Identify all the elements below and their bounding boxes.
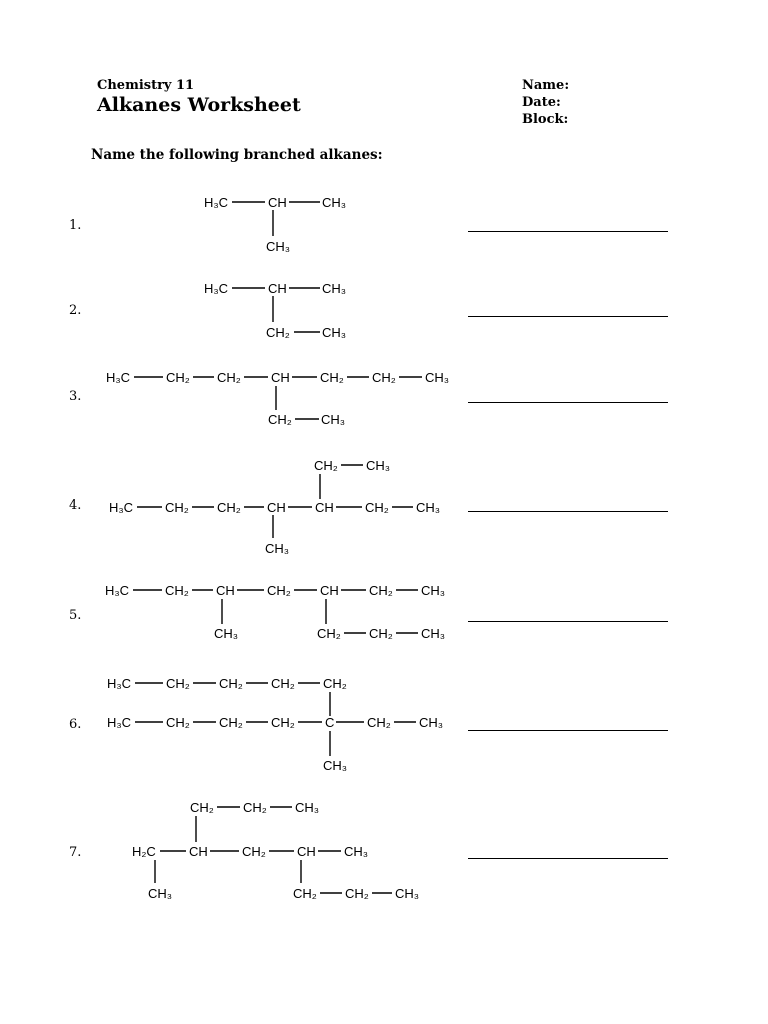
group: CH₃ bbox=[323, 758, 348, 773]
group: CH bbox=[189, 844, 208, 859]
question-number-1: 1. bbox=[69, 218, 82, 233]
group: CH bbox=[271, 370, 290, 385]
group: C bbox=[325, 715, 335, 730]
group: CH₃ bbox=[295, 800, 320, 815]
structure-6 bbox=[107, 676, 443, 773]
group: CH₃ bbox=[395, 886, 420, 901]
question-number-7: 7. bbox=[69, 845, 82, 860]
group: H₃C bbox=[107, 715, 132, 730]
structure-5 bbox=[105, 583, 445, 641]
group: CH₃ bbox=[322, 281, 347, 296]
group: H₃C bbox=[106, 370, 131, 385]
group: CH₂ bbox=[323, 676, 347, 691]
group: CH bbox=[320, 583, 339, 598]
group: CH₃ bbox=[322, 195, 347, 210]
group: CH₂ bbox=[243, 800, 267, 815]
group: H₂C bbox=[132, 844, 156, 859]
group: CH₃ bbox=[366, 458, 391, 473]
group: CH₂ bbox=[219, 676, 243, 691]
group: CH₂ bbox=[271, 676, 295, 691]
instructions: Name the following branched alkanes: bbox=[91, 147, 383, 163]
group: CH₃ bbox=[421, 583, 446, 598]
group: CH₂ bbox=[314, 458, 338, 473]
group: CH₂ bbox=[266, 325, 290, 340]
question-number-5: 5. bbox=[69, 608, 82, 623]
group: CH₃ bbox=[266, 239, 291, 254]
block-label: Block: bbox=[522, 112, 569, 127]
group: CH₃ bbox=[416, 500, 441, 515]
date-label: Date: bbox=[522, 95, 561, 110]
group: H₃C bbox=[204, 281, 229, 296]
group: CH₂ bbox=[165, 500, 189, 515]
group: CH₃ bbox=[148, 886, 173, 901]
group: H₃C bbox=[105, 583, 130, 598]
group: CH₂ bbox=[267, 583, 291, 598]
group: CH₂ bbox=[372, 370, 396, 385]
group: CH₂ bbox=[190, 800, 214, 815]
group: CH₂ bbox=[293, 886, 317, 901]
group: CH₃ bbox=[321, 412, 346, 427]
group: CH₂ bbox=[166, 370, 190, 385]
group: CH bbox=[297, 844, 316, 859]
worksheet-title: Alkanes Worksheet bbox=[97, 94, 301, 116]
structure-2 bbox=[204, 281, 346, 340]
group: CH₃ bbox=[322, 325, 347, 340]
group: CH₂ bbox=[365, 500, 389, 515]
group: CH₃ bbox=[344, 844, 369, 859]
group: CH bbox=[268, 195, 287, 210]
group: CH₃ bbox=[265, 541, 290, 556]
question-number-6: 6. bbox=[69, 717, 82, 732]
group: CH₃ bbox=[214, 626, 239, 641]
course-title: Chemistry 11 bbox=[97, 78, 195, 93]
group: CH₂ bbox=[369, 626, 393, 641]
group: CH bbox=[268, 281, 287, 296]
group: CH₂ bbox=[165, 583, 189, 598]
group: CH₂ bbox=[367, 715, 391, 730]
group: CH₂ bbox=[369, 583, 393, 598]
group: CH₃ bbox=[425, 370, 450, 385]
group: CH₂ bbox=[217, 500, 241, 515]
group: CH₃ bbox=[421, 626, 446, 641]
group: CH₂ bbox=[217, 370, 241, 385]
question-number-3: 3. bbox=[69, 389, 82, 404]
group: H₃C bbox=[107, 676, 132, 691]
name-label: Name: bbox=[522, 78, 570, 93]
group: CH₂ bbox=[320, 370, 344, 385]
structure-4 bbox=[109, 458, 440, 556]
group: CH₂ bbox=[268, 412, 292, 427]
structure-7 bbox=[132, 800, 419, 901]
structure-3 bbox=[106, 370, 449, 427]
group: H₃C bbox=[204, 195, 229, 210]
group: CH₂ bbox=[219, 715, 243, 730]
group: H₃C bbox=[109, 500, 134, 515]
group: CH₃ bbox=[419, 715, 444, 730]
group: CH₂ bbox=[166, 676, 190, 691]
group: CH bbox=[315, 500, 334, 515]
group: CH bbox=[267, 500, 286, 515]
question-number-2: 2. bbox=[69, 303, 82, 318]
group: CH₂ bbox=[242, 844, 266, 859]
structure-1 bbox=[204, 195, 346, 254]
question-number-4: 4. bbox=[69, 498, 82, 513]
group: CH₂ bbox=[345, 886, 369, 901]
group: CH₂ bbox=[271, 715, 295, 730]
group: CH₂ bbox=[317, 626, 341, 641]
group: CH₂ bbox=[166, 715, 190, 730]
group: CH bbox=[216, 583, 235, 598]
